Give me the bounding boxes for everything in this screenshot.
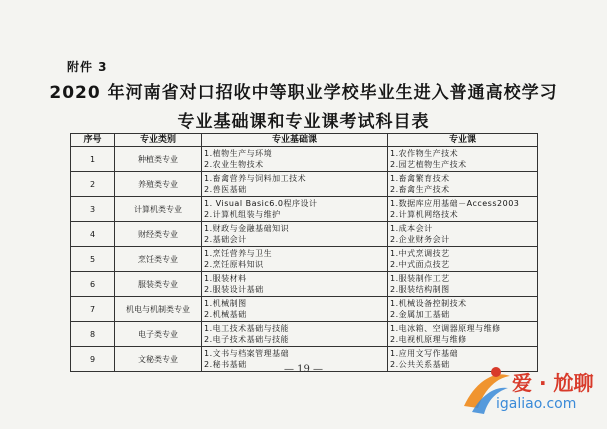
header-major-course: 专业课	[388, 134, 538, 147]
header-no: 序号	[71, 134, 115, 147]
major-course-line: 1.中式烹调技艺	[390, 249, 450, 258]
row-major-courses	[388, 247, 538, 272]
header-category: 专业类别	[115, 134, 202, 147]
row-basic-courses	[202, 147, 388, 172]
table-row	[71, 197, 538, 222]
basic-course-line: 1. Visual Basic6.0程序设计	[204, 199, 318, 208]
row-basic-courses	[202, 322, 388, 347]
major-course-line: 1.成本会计	[390, 224, 433, 233]
row-basic-courses	[202, 297, 388, 322]
document-title-line1: 2020 年河南省对口招收中等职业学校毕业生进入普通高校学习	[49, 83, 558, 103]
major-course-line: 1.服装制作工艺	[390, 274, 450, 283]
basic-course-line: 1.烹饪营养与卫生	[204, 249, 273, 258]
row-category: 文秘类专业	[115, 347, 202, 372]
row-category: 烹饪类专业	[115, 247, 202, 272]
subjects-table	[70, 133, 538, 372]
major-course-line: 2.中式面点技艺	[390, 260, 450, 269]
major-course-line: 1.数据库应用基础－Access2003	[390, 199, 520, 208]
major-course-line: 2.金属加工基础	[390, 310, 450, 319]
row-major-courses	[388, 197, 538, 222]
table-row	[71, 147, 538, 172]
basic-course-line: 1.机械制图	[204, 299, 247, 308]
major-course-line: 1.电冰箱、空调器原理与维修	[390, 324, 501, 333]
row-major-courses	[388, 272, 538, 297]
major-course-line: 2.企业财务会计	[390, 235, 450, 244]
basic-course-line: 1.植物生产与环境	[204, 149, 273, 158]
row-basic-courses	[202, 272, 388, 297]
basic-course-line: 1.文书与档案管理基础	[204, 349, 290, 358]
row-no: 9	[71, 347, 115, 372]
major-course-line: 2.计算机网络技术	[390, 210, 459, 219]
table-row	[71, 322, 538, 347]
row-major-courses	[388, 297, 538, 322]
row-no: 7	[71, 297, 115, 322]
row-category: 电子类专业	[115, 322, 202, 347]
row-no: 1	[71, 147, 115, 172]
page-number: — 19 —	[283, 364, 324, 375]
row-category: 机电与机制类专业	[115, 297, 202, 322]
basic-course-line: 2.烹饪原料知识	[204, 260, 264, 269]
row-no: 6	[71, 272, 115, 297]
row-category: 计算机类专业	[115, 197, 202, 222]
table-row	[71, 222, 538, 247]
document-title-line2: 专业基础课和专业课考试科目表	[177, 112, 430, 132]
major-course-line: 1.机械设备控制技术	[390, 299, 467, 308]
watermark-url: igaliao.com	[496, 396, 577, 412]
table-row	[71, 297, 538, 322]
basic-course-line: 2.农业生物技术	[204, 160, 264, 169]
basic-course-line: 1.服装材料	[204, 274, 247, 283]
table-row	[71, 272, 538, 297]
attachment-label: 附件 3	[67, 60, 108, 74]
row-basic-courses	[202, 222, 388, 247]
basic-course-line: 2.计算机组装与维护	[204, 210, 281, 219]
table-row	[71, 247, 538, 272]
row-basic-courses	[202, 247, 388, 272]
row-category: 种植类专业	[115, 147, 202, 172]
row-major-courses	[388, 322, 538, 347]
major-course-line: 2.公共关系基础	[390, 360, 450, 369]
row-category: 财经类专业	[115, 222, 202, 247]
row-basic-courses	[202, 172, 388, 197]
row-category: 服装类专业	[115, 272, 202, 297]
row-no: 2	[71, 172, 115, 197]
major-course-line: 2.畜禽生产技术	[390, 185, 450, 194]
major-course-line: 2.服装结构制图	[390, 285, 450, 294]
major-course-line: 1.应用文写作基础	[390, 349, 459, 358]
basic-course-line: 2.兽医基础	[204, 185, 247, 194]
row-category: 养殖类专业	[115, 172, 202, 197]
row-basic-courses	[202, 197, 388, 222]
basic-course-line: 2.秘书基础	[204, 360, 247, 369]
row-major-courses	[388, 172, 538, 197]
basic-course-line: 2.机械基础	[204, 310, 247, 319]
watermark-dot-icon	[491, 367, 501, 377]
major-course-line: 1.畜禽繁育技术	[390, 174, 450, 183]
row-no: 3	[71, 197, 115, 222]
table-row	[71, 172, 538, 197]
basic-course-line: 2.服装设计基础	[204, 285, 264, 294]
row-no: 8	[71, 322, 115, 347]
major-course-line: 1.农作物生产技术	[390, 149, 459, 158]
basic-course-line: 1.电工技术基础与技能	[204, 324, 290, 333]
row-no: 4	[71, 222, 115, 247]
row-no: 5	[71, 247, 115, 272]
major-course-line: 2.电视机原理与维修	[390, 335, 467, 344]
watermark-text: 爱 · 尬聊	[512, 371, 594, 395]
row-major-courses	[388, 222, 538, 247]
basic-course-line: 1.畜禽营养与饲料加工技术	[204, 174, 307, 183]
basic-course-line: 2.电子技术基础与技能	[204, 335, 290, 344]
basic-course-line: 1.财政与金融基础知识	[204, 224, 290, 233]
row-major-courses	[388, 147, 538, 172]
basic-course-line: 2.基础会计	[204, 235, 247, 244]
header-basic-course: 专业基础课	[202, 134, 388, 147]
major-course-line: 2.园艺植物生产技术	[390, 160, 467, 169]
table-header-row	[71, 134, 538, 147]
